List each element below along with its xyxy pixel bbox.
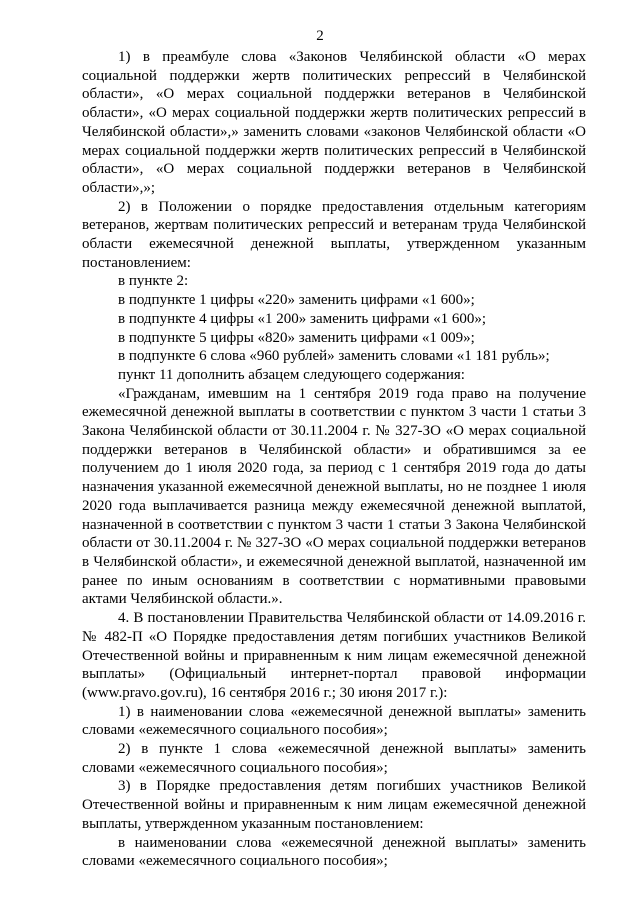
paragraph: пункт 11 дополнить абзацем следующего содержания:: [118, 366, 465, 383]
paragraph: 1) в преамбуле слова «Законов Челябинской области «О мерах социальной поддержки жертв политических репрессий в Челябинской области», «О мерах социальной поддержки ветеранов в Челябинской области», «О мерах социальной поддержки жертв политических репрессий в Челябинской области»,» заменить словами «законов Челябинской области «О мерах социальной поддержки жертв политических репрессий в Челябинской области», «О мерах социальной поддержки ветеранов в Челябинской области»,»;: [82, 49, 586, 196]
paragraph: в подпункте 4 цифры «1 200» заменить цифрами «1 600»;: [118, 310, 487, 327]
paragraph: 2) в пункте 1 слова «ежемесячной денежной выплаты» заменить словами «ежемесячного социального пособия»;: [82, 741, 586, 776]
paragraph: в подпункте 6 слова «960 рублей» заменить словами «1 181 рубль»;: [118, 348, 550, 365]
document-body: [82, 48, 586, 871]
paragraph: в подпункте 1 цифры «220» заменить цифрами «1 600»;: [118, 292, 475, 309]
paragraph: в подпункте 5 цифры «820» заменить цифрами «1 009»;: [118, 329, 475, 346]
paragraph: в наименовании слова «ежемесячной денежной выплаты» заменить словами «ежемесячного социального пособия»;: [82, 834, 586, 870]
paragraph: в пункте 2:: [118, 273, 189, 290]
paragraph: «Гражданам, имевшим на 1 сентября 2019 года право на получение ежемесячной денежной выплаты в соответствии с пунктом 3 части 1 статьи 3 Закона Челябинской области от 30.11.2004 г. № 327-ЗО «О мерах социальной поддержки ветеранов в Челябинской области» и обратившимся за ее получением до 1 июля 2020 года, за период с 1 сентября 2019 года до даты назначения указанной ежемесячной денежной выплаты, но не позднее 1 июля 2020 года выплачивается разница между ежемесячной денежной выплатой, назначенной в соответствии с пунктом 3 части 1 статьи 3 Закона Челябинской области от 30.11.2004 г. № 327-ЗО «О мерах социальной поддержки ветеранов в Челябинской области», и ежемесячной денежной выплатой, назначенной им ранее по иным основаниям в соответствии с нормативными правовыми актами Челябинской области.».: [82, 385, 586, 608]
paragraph: 1) в наименовании слова «ежемесячной денежной выплаты» заменить словами «ежемесячного социального пособия»;: [82, 703, 586, 739]
paragraph: 4. В постановлении Правительства Челябинской области от 14.09.2016 г. № 482-П «О Порядке предоставления детям погибших участников Великой Отечественной войны и приравненным к ним лицам ежемесячной денежной выплаты» (Официальный интернет-портал правовой информации (www.pravo.gov.ru), 16 сентября 2016 г.; 30 июня 2017 г.):: [82, 610, 586, 701]
page-number: 2: [316, 28, 324, 44]
paragraph: 2) в Положении о порядке предоставления отдельным категориям ветеранов, жертвам политических репрессий и ветеранам труда Челябинской области ежемесячной денежной выплаты, утвержденном указанным постановлением:: [82, 198, 586, 271]
paragraph: 3) в Порядке предоставления детям погибших участников Великой Отечественной войны и приравненным к ним лицам ежемесячной денежной выплаты, утвержденном указанным постановлением:: [82, 778, 586, 832]
